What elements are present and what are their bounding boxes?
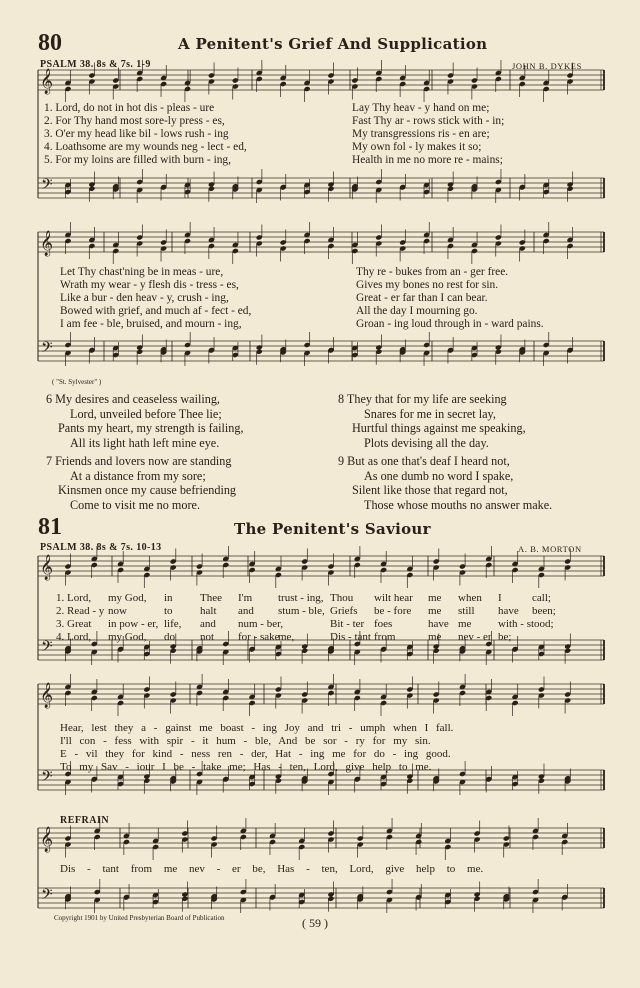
treble-clef-icon: 𝄞 (40, 555, 54, 580)
lyric-line: Wrath my wear - y flesh dis - tress - es, (60, 279, 239, 291)
lyric-syllable: in pow - er, (108, 618, 159, 630)
stanza-line: Snares for me in secret lay, (364, 406, 496, 421)
lyric-syllable: I (498, 592, 502, 604)
lyric-line (56, 592, 596, 605)
hymn-80-lyrics-a-left (44, 102, 247, 167)
lyric-syllable: me (428, 631, 442, 643)
lyric-syllable: 4. Lord, (56, 631, 92, 643)
stanza-8 (338, 392, 526, 450)
lyric-line: Great - er far than I can bear. (356, 292, 488, 304)
lyric-line: E - vil they for kind - ness ren - der, Hat - ing me for do - ing good. (60, 748, 451, 760)
lyric-syllable (532, 618, 588, 631)
treble-clef-icon: 𝄞 (40, 231, 54, 256)
lyric-line: I am fee - ble, bruised, and mourn - ing, (60, 318, 242, 330)
stanza-line: Silent like those that regard not, (352, 483, 508, 498)
stanza-line: 6 My desires and ceaseless wailing, (46, 392, 220, 406)
lyric-syllable: me (428, 605, 442, 617)
lyric-syllable: Bit - ter (330, 618, 365, 630)
lyric-line: Gives my bones no rest for sin. (356, 279, 499, 291)
lyric-syllable: 1. Lord, (56, 592, 92, 604)
lyric-syllable: have (498, 605, 519, 617)
lyric-syllable: been; (532, 605, 556, 617)
stanza-line: Kinsmen once my cause befriending (58, 483, 237, 498)
lyric-syllable: nev - er (458, 631, 492, 643)
stanza-line: 9 But as one that's deaf I heard not, (338, 454, 510, 468)
lyric-line: Groan - ing loud through in - ward pains. (356, 318, 544, 330)
lyric-syllable: me (458, 618, 472, 630)
hymn-81-lyrics-a (56, 592, 596, 644)
lyric-syllable: for - sake (238, 631, 280, 643)
lyric-line (56, 618, 596, 631)
lyric-syllable: Dis - tant (330, 631, 371, 643)
stanza-6 (46, 392, 244, 450)
hymn-80-tune-name: ( "St. Sylvester" ) (52, 378, 102, 386)
stanza-line: All its light hath left mine eye. (70, 435, 220, 450)
hymn-80-lyrics-a-right (352, 102, 504, 167)
lyric-line: Health in me no more re - mains; (352, 154, 503, 166)
hymn-80-number: 80 (38, 30, 62, 56)
stanza-line: At a distance from my sore; (70, 468, 206, 483)
lyric-syllable: num - ber, (238, 618, 284, 630)
hymn-80-lyrics-b-left (60, 266, 251, 331)
lyric-line: I'll con - fess with spir - it hum - ble, And be sor - ry for my sin. (60, 735, 431, 747)
lyric-line: 3. O'er my head like bil - lows rush - ing (44, 128, 229, 140)
lyric-syllable: stum - ble, (278, 605, 325, 617)
stanza-line: Lord, unveiled before Thee lie; (70, 406, 222, 421)
lyric-syllable: not (200, 631, 215, 643)
lyric-syllable: when (458, 592, 482, 604)
lyric-line: 2. For Thy hand most sore-ly press - es, (44, 115, 225, 127)
lyric-syllable: to (164, 605, 173, 617)
lyric-syllable: foes (374, 618, 393, 630)
hymn-81-title: The Penitent's Saviour (234, 520, 431, 538)
refrain-lyrics: Dis - tant from me nev - er be, Has - ten, Lord, give help to me. (60, 863, 484, 875)
lyric-syllable: me (428, 592, 442, 604)
hymn-80-composer: JOHN B. DYKES (512, 61, 582, 71)
bass-clef-icon: 𝄢 (41, 339, 53, 360)
lyric-syllable: wilt hear (374, 592, 413, 604)
bass-clef-icon: 𝄢 (41, 768, 53, 789)
lyric-line: All the day I mourning go. (356, 305, 478, 317)
hymn-80-title: A Penitent's Grief And Supplication (178, 35, 488, 53)
stanza-line: Come to visit me no more. (70, 497, 200, 512)
hymn-81-meta: PSALM 38. 8s & 7s. 10-13 (40, 542, 162, 553)
lyric-syllable (532, 631, 588, 644)
hymn-81-number: 81 (38, 514, 62, 540)
stanza-line: As one dumb no word I spake, (364, 468, 514, 483)
lyric-line: 4. Loathsome are my wounds neg - lect - ed, (44, 141, 247, 153)
page-number: ( 59 ) (302, 916, 328, 930)
lyric-syllable: Thou (330, 592, 354, 604)
lyric-line: Thy re - bukes from an - ger free. (356, 266, 509, 278)
stanza-line: 7 Friends and lovers now are standing (46, 454, 232, 468)
lyric-syllable: call; (532, 592, 551, 604)
lyric-syllable: halt (200, 605, 217, 617)
lyric-syllable (278, 618, 330, 631)
bass-clef-icon: 𝄢 (41, 886, 53, 907)
hymn-80-meta: PSALM 38. 8s & 7s. 1-9 (40, 59, 151, 70)
lyric-syllable: trust - ing, (278, 592, 324, 604)
lyric-syllable: in (164, 592, 173, 604)
lyric-line: Bowed with grief, and much af - fect - ed, (60, 305, 252, 317)
lyric-line: Hear, lest they a - gainst me boast - ing Joy and tri - umph when I fall. (60, 722, 454, 734)
lyric-syllable: I'm (238, 592, 253, 604)
lyric-syllable: and (200, 618, 216, 630)
lyric-syllable: me, (278, 631, 295, 643)
stanza-line: Plots devising all the day. (364, 435, 489, 450)
lyric-syllable: my God, (108, 631, 147, 643)
lyric-line: To my Sav - iour I be - take me; Has - ten, Lord, give help to me. (60, 761, 432, 773)
lyric-line: 5. For my loins are filled with burn - ing, (44, 154, 231, 166)
lyric-line: My transgressions ris - en are; (352, 128, 490, 140)
stanza-9 (338, 454, 552, 512)
lyric-syllable: my God, (108, 592, 147, 604)
bass-clef-icon: 𝄢 (41, 638, 53, 659)
stanza-line: Those whose mouths no answer make. (364, 497, 553, 512)
lyric-syllable: be - fore (374, 605, 412, 617)
lyric-line: 1. Lord, do not in hot dis - pleas - ure (44, 102, 215, 114)
lyric-syllable: with - stood; (498, 618, 554, 630)
lyric-syllable: 2. Read - y (56, 605, 105, 617)
lyric-syllable: Thee (200, 592, 222, 604)
lyric-line: Like a bur - den heav - y, crush - ing, (60, 292, 229, 304)
lyric-syllable: be; (498, 631, 512, 643)
lyric-syllable: 3. Great (56, 618, 92, 630)
bass-clef-icon: 𝄢 (41, 176, 53, 197)
lyric-syllable: do (164, 631, 175, 643)
hymn-81-lyrics-b (60, 722, 453, 774)
lyric-syllable: life, (164, 618, 182, 630)
lyric-syllable: have (428, 618, 449, 630)
treble-clef-icon: 𝄞 (40, 69, 54, 94)
lyric-syllable: still (458, 605, 475, 617)
lyric-line (56, 631, 596, 644)
lyric-line: Fast Thy ar - rows stick with - in; (352, 115, 505, 127)
refrain-label: REFRAIN (60, 815, 110, 826)
lyric-syllable: from (374, 631, 396, 643)
stanza-line: 8 They that for my life are seeking (338, 392, 507, 406)
lyric-line: Let Thy chast'ning be in meas - ure, (60, 266, 224, 278)
treble-clef-icon: 𝄞 (40, 827, 54, 852)
hymn-80-lyrics-b-right (356, 266, 544, 331)
lyric-line: My own fol - ly makes it so; (352, 141, 482, 153)
hymn-81-composer: A. B. MORTON (518, 544, 582, 554)
stanza-line: Pants my heart, my strength is failing, (58, 421, 244, 436)
treble-clef-icon: 𝄞 (40, 683, 54, 708)
lyric-line (56, 605, 596, 618)
lyric-syllable: and (238, 605, 254, 617)
stanza-line: Hurtful things against me speaking, (352, 421, 526, 436)
stanza-7 (46, 454, 236, 512)
lyric-syllable: Griefs (330, 605, 358, 617)
copyright: Copyright 1901 by United Presbyterian Board of Publication (54, 914, 225, 922)
lyric-line: Lay Thy heav - y hand on me; (352, 102, 490, 114)
lyric-syllable: now (108, 605, 127, 617)
